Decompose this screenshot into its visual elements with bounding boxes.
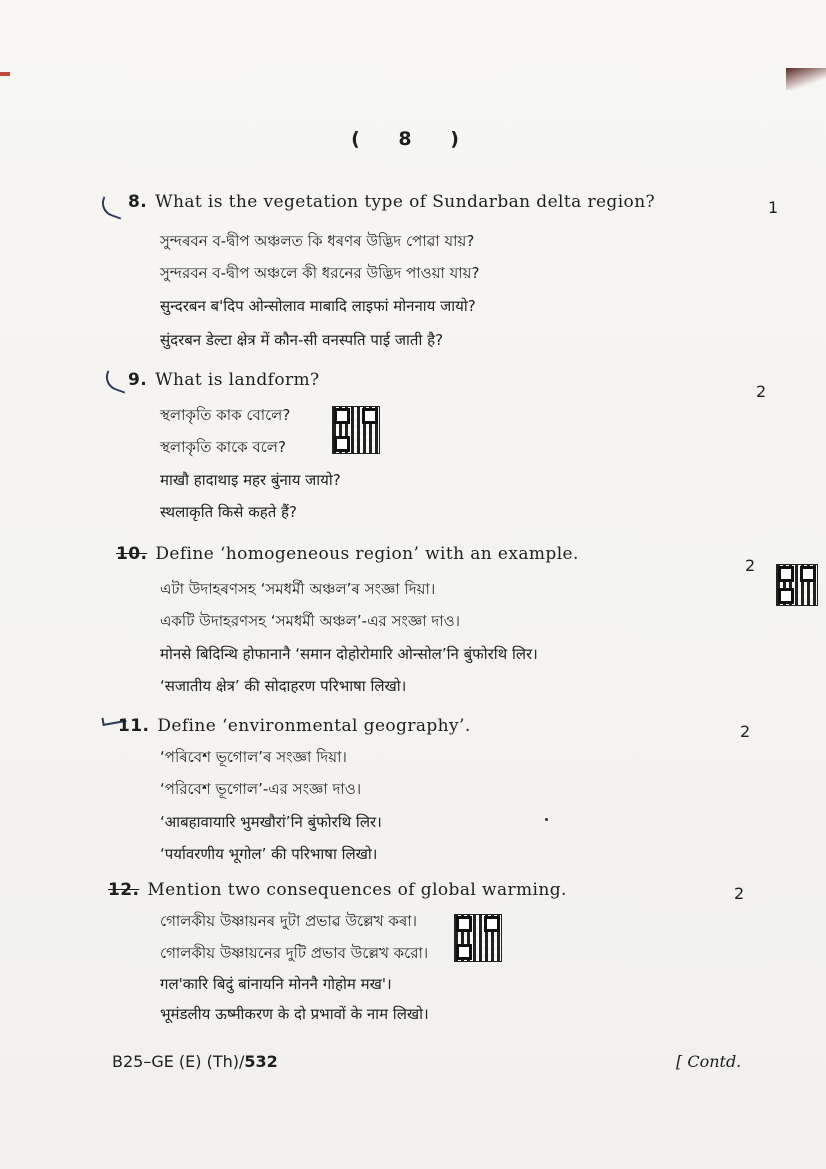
- translation-hindi: सुंदरबन डेल्टा क्षेत्र में कौन-सी वनस्पति पाई जाती है?: [160, 331, 444, 349]
- question-english: What is the vegetation type of Sundarban delta region?: [155, 192, 656, 212]
- paper-code-prefix: B25–GE (E) (Th)/: [112, 1052, 245, 1071]
- question-marks: 2: [734, 884, 745, 903]
- question-number: 11.: [118, 716, 150, 736]
- translation-bodo: सुन्दरबन ब'दिप ओन्सोलाव माबादि लाइफां मोननाय जायो?: [160, 297, 476, 315]
- translation-assamese: এটা উদাহৰণসহ ‘সমধৰ্মী অঞ্চল’ৰ সংজ্ঞা দিয়া।: [160, 580, 436, 598]
- translation-assamese: সুন্দৰবন ব-দ্বীপ অঞ্চলত কি ধৰণৰ উদ্ভিদ পোৱা যায়?: [160, 232, 475, 250]
- question-text: [128, 192, 655, 212]
- page-edge-mark: [0, 72, 10, 76]
- translation-bodo: ‘आबहावायारि भुमखौरां’नि बुंफोरथि लिर।: [160, 813, 382, 831]
- question-text: [128, 370, 320, 390]
- question-marks: 2: [745, 556, 756, 575]
- translation-bengali: স্থলাকৃতি কাকে বলে?: [160, 438, 286, 456]
- question-marks: 1: [768, 198, 779, 217]
- question-text: [108, 880, 567, 900]
- tick-mark-icon: [102, 370, 130, 393]
- paper-code: [112, 1052, 278, 1071]
- paper-code-number: 532: [244, 1052, 278, 1071]
- stray-dot: [545, 818, 548, 821]
- translation-assamese: ‘পৰিবেশ ভূগোল’ৰ সংজ্ঞা দিয়া।: [160, 748, 347, 766]
- page-edge-shadow: [786, 68, 826, 90]
- translation-hindi: भूमंडलीय ऊष्मीकरण के दो प्रभावों के नाम लिखो।: [160, 1005, 429, 1023]
- question-english: Define ‘homogeneous region’ with an example.: [155, 544, 579, 564]
- question-english: Mention two consequences of global warming.: [147, 880, 567, 900]
- question-english: What is landform?: [155, 370, 320, 390]
- translation-bodo: माखौ हादाथाइ महर बुंनाय जायो?: [160, 471, 341, 489]
- question-number: 9.: [128, 370, 148, 390]
- question-number: 12.: [108, 880, 140, 900]
- question-number: 8.: [128, 192, 148, 212]
- page-number: ( 8 ): [351, 128, 475, 150]
- question-text: [116, 544, 579, 564]
- continued-label: [ Contd.: [676, 1052, 742, 1071]
- translation-hindi: स्थलाकृति किसे कहते हैं?: [160, 503, 297, 521]
- qr-code-icon: [332, 406, 380, 454]
- question-text: [118, 716, 471, 736]
- question-number: 10.: [116, 544, 148, 564]
- translation-bengali: ‘পরিবেশ ভূগোল’-এর সংজ্ঞা দাও।: [160, 780, 362, 798]
- question-english: Define ‘environmental geography’.: [157, 716, 471, 736]
- translation-bengali: একটি উদাহরণসহ ‘সমধর্মী অঞ্চল’-এর সংজ্ঞা দাও।: [160, 612, 460, 630]
- translation-hindi: ‘सजातीय क्षेत्र’ की सोदाहरण परिभाषा लिखो।: [160, 677, 407, 695]
- translation-bengali: গোলকীয় উষ্ণায়নের দুটি প্রভাব উল্লেখ করো।: [160, 944, 429, 962]
- qr-code-icon: [776, 564, 818, 606]
- tick-mark-icon: [98, 196, 126, 219]
- translation-bengali: সুন্দরবন ব-দ্বীপ অঞ্চলে কী ধরনের উদ্ভিদ পাওয়া যায়?: [160, 264, 480, 282]
- translation-assamese: গোলকীয় উষ্ণায়নৰ দুটা প্ৰভাৱ উল্লেখ কৰা।: [160, 912, 417, 930]
- translation-assamese: স্থলাকৃতি কাক বোলে?: [160, 406, 291, 424]
- translation-bodo: मोनसे बिदिन्थि होफानानै ‘समान दोहोरोमारि ओन्सोल’नि बुंफोरथि लिर।: [160, 645, 538, 663]
- question-marks: 2: [756, 382, 767, 401]
- question-marks: 2: [740, 722, 751, 741]
- qr-code-icon: [454, 914, 502, 962]
- translation-bodo: गल'कारि बिदुं बांनायनि मोननै गोहोम मख'।: [160, 975, 392, 993]
- translation-hindi: ‘पर्यावरणीय भूगोल’ की परिभाषा लिखो।: [160, 845, 378, 863]
